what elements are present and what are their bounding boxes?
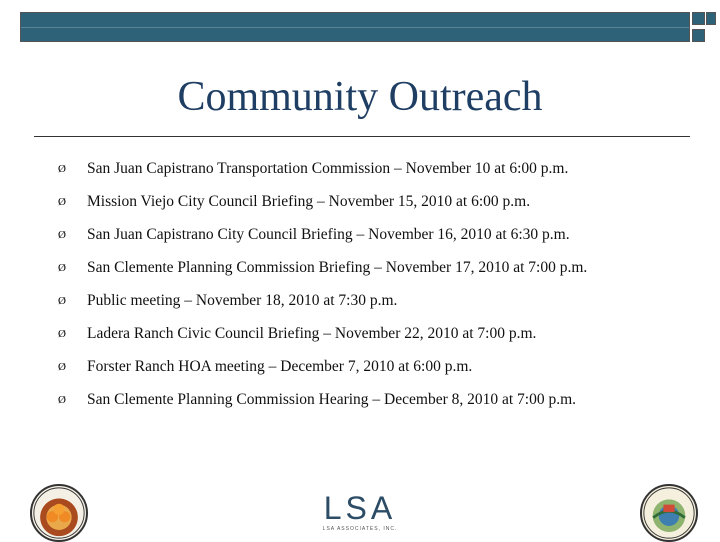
- list-item: [58, 325, 587, 358]
- list-item-text: San Juan Capistrano City Council Briefing – November 16, 2010 at 6:30 p.m.: [87, 226, 570, 243]
- arrow-bullet-icon: Ø: [58, 295, 66, 307]
- lsa-logo-subtext: LSA ASSOCIATES, INC.: [322, 526, 398, 532]
- list-item-text: Ladera Ranch Civic Council Briefing – November 22, 2010 at 7:00 p.m.: [87, 325, 537, 342]
- list-item-text: San Juan Capistrano Transportation Commission – November 10 at 6:00 p.m.: [87, 160, 569, 177]
- lsa-logo: [320, 492, 400, 532]
- list-item-text: Forster Ranch HOA meeting – December 7, 2010 at 6:00 p.m.: [87, 358, 473, 375]
- header-corner-square: [692, 12, 705, 25]
- title-divider: [34, 136, 690, 137]
- list-item: [58, 193, 587, 226]
- list-item: [58, 259, 587, 292]
- lsa-logo-text: LSA: [323, 490, 397, 526]
- list-item: [58, 292, 587, 325]
- list-item: [58, 391, 587, 424]
- list-item: [58, 160, 587, 193]
- meeting-list: [58, 160, 587, 424]
- arrow-bullet-icon: Ø: [58, 394, 66, 406]
- header-bar: [20, 12, 690, 42]
- slide-title: Community Outreach: [177, 74, 543, 120]
- arrow-bullet-icon: Ø: [58, 196, 66, 208]
- arrow-bullet-icon: Ø: [58, 328, 66, 340]
- arrow-bullet-icon: Ø: [58, 262, 66, 274]
- list-item-text: Mission Viejo City Council Briefing – November 15, 2010 at 6:00 p.m.: [87, 193, 531, 210]
- list-item-text: Public meeting – November 18, 2010 at 7:30 p.m.: [87, 292, 398, 309]
- header-corner-square: [706, 12, 716, 25]
- arrow-bullet-icon: Ø: [58, 361, 66, 373]
- list-item: [58, 226, 587, 259]
- county-seal-icon: [30, 484, 88, 542]
- city-seal-icon: [640, 484, 698, 542]
- list-item: [58, 358, 587, 391]
- header-corner-square: [692, 29, 705, 42]
- arrow-bullet-icon: Ø: [58, 163, 66, 175]
- list-item-text: San Clemente Planning Commission Hearing – December 8, 2010 at 7:00 p.m.: [87, 391, 577, 408]
- list-item-text: San Clemente Planning Commission Briefing – November 17, 2010 at 7:00 p.m.: [87, 259, 588, 276]
- arrow-bullet-icon: Ø: [58, 229, 66, 241]
